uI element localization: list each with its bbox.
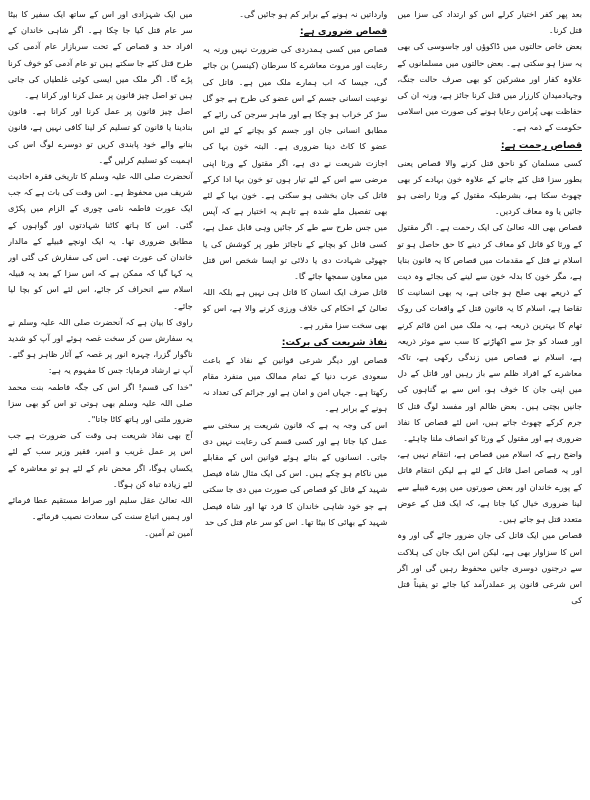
paragraph: "خدا کی قسم! اگر اس کی جگہ فاطمہ بنت محمد صلی اللہ علیہ وسلم بھی ہوتی تو اس کو بھی سزا ضرور ملتی اور ہاتھ کاٹا جاتا"۔ (7, 381, 193, 425)
section-heading: نفاذ شریعت کی برکت: (281, 336, 388, 348)
paragraph: اس کی وجہ یہ ہے کہ قانون شریعت پر سختی سے عمل کیا جاتا ہے اور کسی قسم کی رعایت نہیں دی جاتی۔ انسانوں کے بنائے ہوئے قوانین اس کے مقابلے میں ناکام ہو چکے ہیں۔ اس کی ایک مثال شاہ فیصل شہید کے قاتل کو قصاص کی صورت میں دی جا سکتی ہے جو خود شاہی خاندان کا فرد تھا اور شاہ فیصل شہید کے بھائی کا بیٹا تھا۔ اس کو سر عام قتل کی حد (202, 419, 388, 527)
paragraph: بعض خاص حالتوں میں ڈاکوؤں اور جاسوسی کی بھی یہ سزا ہو سکتی ہے۔ بعض حالتوں میں مسلمانوں کے علاوہ کفار اور مشرکین کو بھی صرف حالت جنگ، وجہادمیدان کارزار میں قتل کرنا جائز ہے، ورنہ ان کی حفاظت بھی پُرامن رعایا ہونے کی صورت میں اسلامی حکومت کے ذمہ ہے۔ (397, 41, 582, 133)
paragraph: میں ایک شہزادی اور اس کے ساتھ ایک سفیر کا بیٹا سر عام قتل کیا جا چکا ہے۔ اگر شاہی خاندان کے افراد حد و قصاص کے تحت سربازار عام آدمی کی طرح قتل کئے جا سکتے ہیں تو عام آدمی کو خوف کرنا پڑے گا۔ اگر ملک میں ایسی کوئی غلطیاں کی جاتی ہیں تو اصل چیز قانون پر عمل کرنا اور کرانا ہے۔ (7, 9, 193, 101)
paragraph: وارداتیں نہ ہونے کے برابر کم ہو جائیں گی۔ (239, 9, 388, 19)
paragraph: واضح رہے کہ اسلام میں قصاص ہے، انتقام نہیں ہے، اور یہ قصاص اصل قاتل کے لئے ہے لیکن انتقام قاتل کے پورے خاندان اور بعض صورتوں میں پورے قبیلے سے لینا ضروری خیال کیا جاتا ہے، کہ ایک قتل کے عوض متعدد قتل ہو جاتے ہیں۔ (397, 449, 582, 525)
paragraph: آج بھی نفاذ شریعت ہی وقت کی ضرورت ہے جب اس پر عمل غریب و امیر، فقیر وزیر سب کے لئے یکساں ہوگا، اگر محض نام کے لئے ہو تو معاشرہ کے لئے زیادہ تباہ کن ہوگا۔ (7, 430, 193, 489)
paragraph: قاتل صرف ایک انسان کا قاتل ہی نہیں ہے بلکہ اللہ تعالیٰ کے احکام کی خلاف ورزی کرنے والا ہے، اس کو بھی سخت سزا مقرر ہے۔ (202, 287, 388, 330)
column-left (8, 6, 193, 796)
paragraph: آنحضرت صلی اللہ علیہ وسلم کا تاریخی فقرہ احادیث شریف میں محفوظ ہے۔ اس وقت کی بات ہے کہ جب ایک عورت فاطمہ نامی چوری کے الزام میں پکڑی گئی۔ اس کا ہاتھ کاٹنا شہادتوں اور گواہوں کے مطابق ضروری تھا۔ یہ ایک اونچے قبیلے کے مالدار خاندان کی عورت تھی۔ اس کی سفارش کی گئی اور یہ کہا گیا کہ ممکن ہے کہ اس سزا کے بعد یہ قبیلہ اسلام سے انحراف کر جائے، اس لئے اس کو بچا لیا جائے۔ (7, 171, 193, 311)
paragraph: قصاص اور دیگر شرعی قوانین کے نفاذ کے باعث سعودی عرب دنیا کے تمام ممالک میں منفرد مقام رکھتا ہے۔ جہاں امن و امان ہے اور جرائم کی تعداد نہ ہونے کے برابر ہے۔ (202, 354, 388, 414)
paragraph: قصاص میں ایک قاتل کی جان ضرور جائے گی اور وہ اس کا سزاوار بھی ہے، لیکن اس ایک جان کی ہلاکت سے درجنوں دوسری جانیں محفوظ رہیں گی اور اگر اس شرعی قانون پر عملدرآمد کیا جائے تو یقیناً قتل کی (397, 530, 582, 606)
paragraph: اصل چیز قانون پر عمل کرنا اور کرانا ہے۔ قانون بنادینا یا قانون کو تسلیم کر لینا کافی نہیں ہے، قانون بنانے والے خود پابندی کریں تو دوسرے لوگ اس کی اہمیت کو تسلیم کرلیں گے۔ (7, 106, 193, 165)
column-right (397, 6, 582, 796)
section-heading: قصاص رحمت ہے: (500, 139, 582, 151)
paragraph: قصاص میں کسی ہمدردی کی ضرورت نہیں ورنہ یہ رعایت اور مروت معاشرے کا سرطان (کینسر) بن جائے گی، جیسا کہ اب ہمارے ملک میں ہے۔ قاتل کی نوعیت انسانی جسم کے اس عضو کی طرح ہے جو گل سڑ کر خراب ہو چکا ہے اور ماہر سرجن کی رائے کے مطابق انسانی جان اور جسم کو بچانے کے لئے اس عضو کا کاٹ دینا ضروری ہے۔ البتہ خون بہا کی اجازت شریعت نے دی ہے، اگر مقتول کے ورثا اپنی مرضی سے اس کے لئے تیار ہوں تو خون بہا ادا کرکے قاتل کی جان بخشی ہو سکتی ہے۔ خون بہا کے لئے بھی تفصیل ملے شدہ ہے تاہم یہ اختیار ہے کہ آپس میں جس طرح سے طے کر جائیں وہی قابل عمل ہے، کسی قاتل کو بچانے کے ناجائز طور پر کوشش کی یا جھوٹی شہادت دی یا دلائی تو ایسا شخص اس قتل میں معاون سمجھا جائے گا۔ (202, 44, 388, 282)
paragraph: کسی مسلمان کو ناحق قتل کرنے والا قصاص یعنی بطور سزا قتل کئے جانے کے علاوہ خون بہادے کر بھی چھوٹ سکتا ہے، بشرطیکہ مقتول کے ورثا راضی ہو جائیں یا وہ معاف کردیں۔ (397, 157, 582, 217)
section-heading: قصاص ضروری ہے: (299, 26, 388, 38)
paragraph: اللہ تعالیٰ عقل سلیم اور صراط مستقیم عطا فرمائے اور ہمیں اتباع سنت کی سعادت نصیب فرمائے۔ (7, 495, 193, 522)
paragraph: قصاص بھی اللہ تعالیٰ کی ایک رحمت ہے۔ اگر مقتول کے ورثا کو قاتل کو معاف کر دینے کا حق حاصل ہو تو اسلام نے قتل کے مقدمات میں قصاص کا یہ قانون بنایا ہے، مگر خون کا بدلہ خون سے لینے کی بجائے وہ دیت کے ذریعے بھی صلح ہو جاتی ہے، یہ بھی انسانیت کا تقاضا ہے، اسلام کا یہ قانون قتل کے واقعات کی روک تھام کا بہترین ذریعہ ہے، یہ ملک میں امن قائم کرنے اور فساد کو جڑ سے اکھاڑنے کا سب سے موثر ذریعہ ہے، اسلام نے قصاص میں زندگی رکھی ہے، تاکہ معاشرے کے افراد ظلم سے باز رہیں اور قاتل کے دل میں اپنی جان کا خوف ہو، اس سے بے گناہوں کی جانیں بچتی ہیں۔ بعض ظالم اور مفسد لوگ قتل کا جرم کرکے چھوٹ جاتے ہیں، اس لئے قصاص کا نفاذ ضروری ہے اور مقتول کے ورثا کو انصاف ملنا چاہئے۔ (397, 222, 582, 444)
paragraph: بعد پھر کفر اختیار کرلے اس کو ارتداد کی سزا میں قتل کرنا۔ (397, 9, 582, 36)
paragraph: آمین ثم آمین۔ (144, 527, 193, 538)
column-middle (203, 6, 388, 796)
paragraph: راوی کا بیان ہے کہ آنحضرت صلی اللہ علیہ وسلم نے یہ سفارش سن کر سخت غصہ ہوئے اور آپ کو شدید ناگوار گزرا، چہرہ انور پر غصہ کے آثار ظاہر ہو گئے۔ آپ نے ارشاد فرمایا: جس کا مفہوم یہ ہے: (7, 316, 193, 376)
